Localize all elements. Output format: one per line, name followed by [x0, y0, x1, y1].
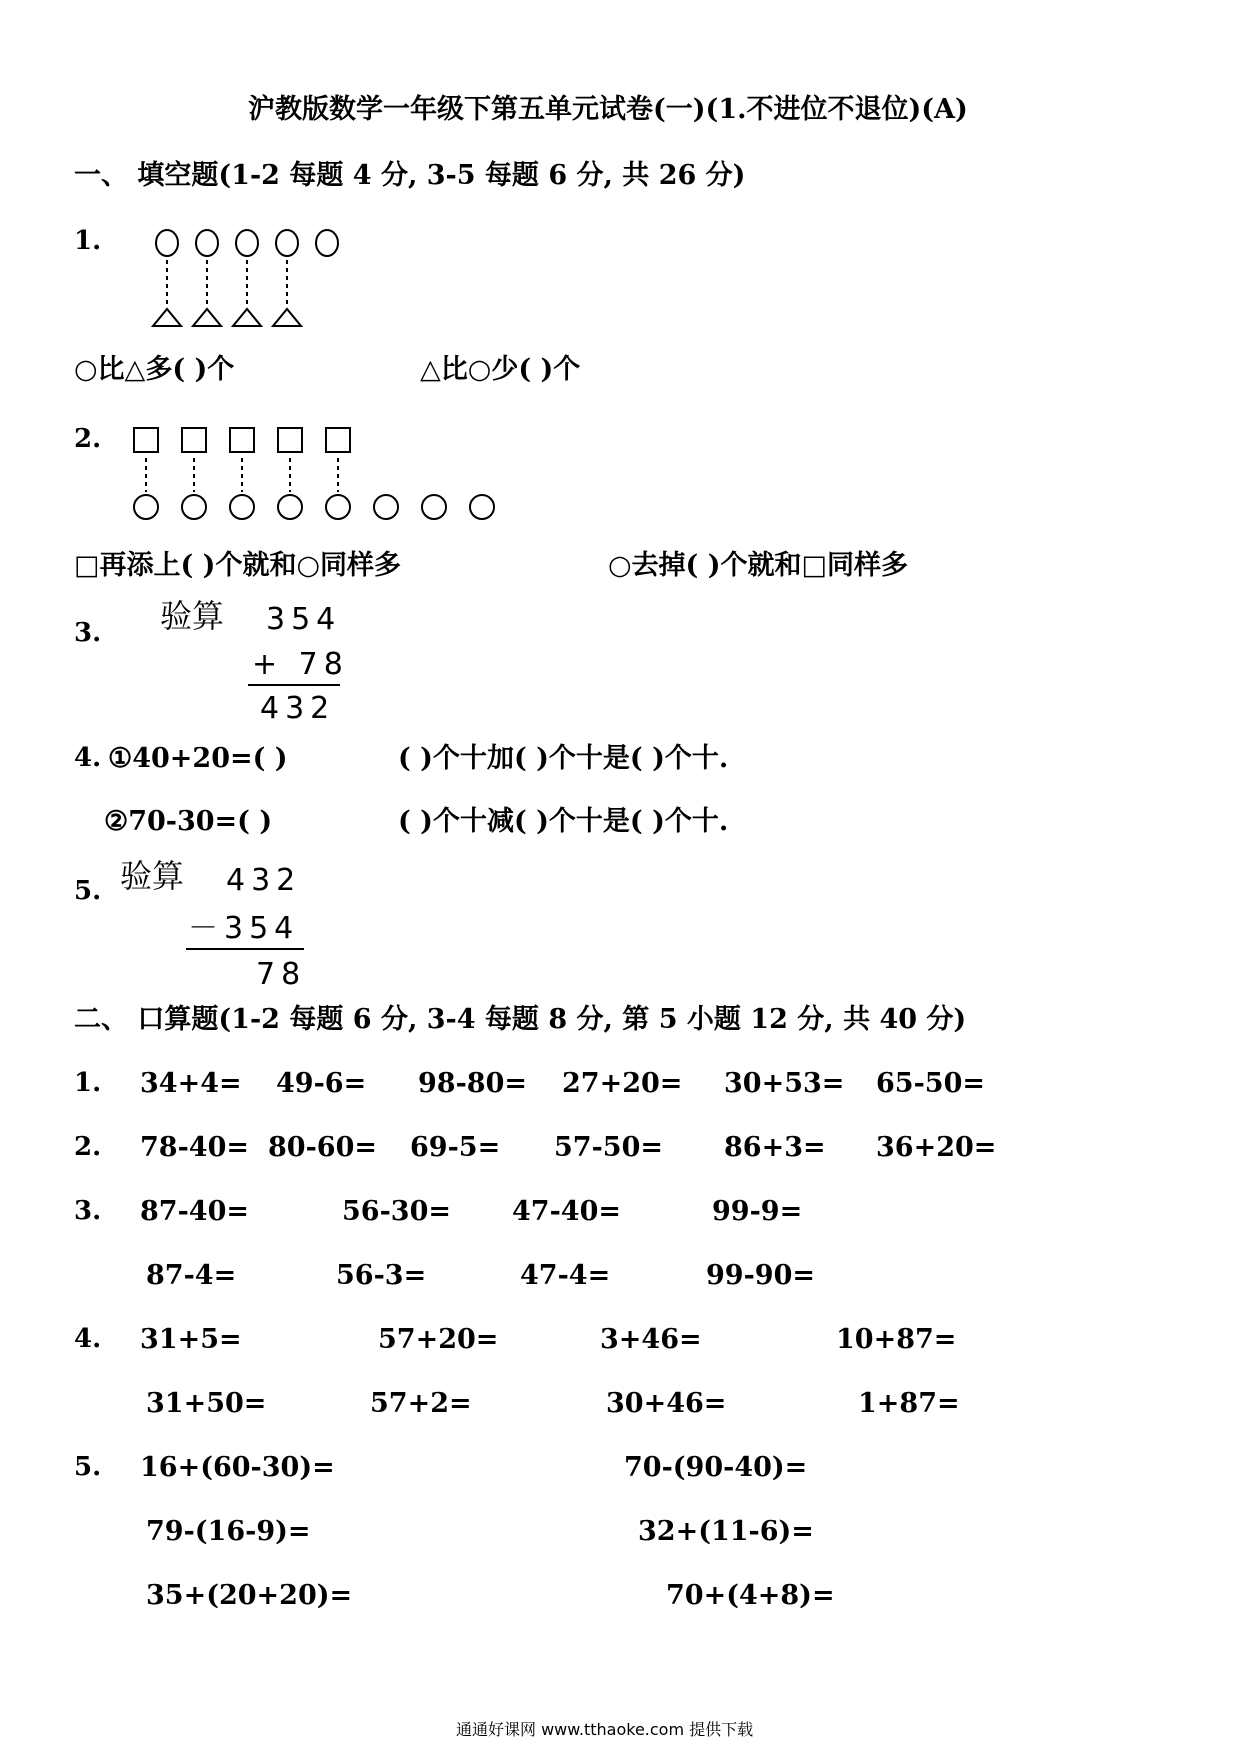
q1-text-circle-vs-triangle: ○比△多( )个 — [74, 354, 235, 385]
q2-text-square-add: □再添上( )个就和○同样多 — [74, 550, 402, 581]
oral-row-2-number: 2. — [74, 1132, 102, 1162]
oral-problem: 34+4= — [140, 1068, 242, 1099]
question-2-number: 2. — [74, 424, 102, 454]
circle-shape — [236, 230, 258, 256]
circle-shape — [182, 495, 206, 519]
q3-line-3: 432 — [260, 691, 336, 726]
q4-row-2-text: ( )个十减( )个十是( )个十. — [398, 806, 729, 837]
oral-problem: 36+20= — [876, 1132, 997, 1163]
oral-problem: 57+20= — [378, 1324, 499, 1355]
q5-difference-line — [186, 948, 304, 950]
q3-check-label: 验算 — [160, 597, 225, 635]
circle-shape — [156, 230, 178, 256]
circle-shape — [230, 495, 254, 519]
q1-shapes — [153, 230, 338, 326]
oral-problem: 27+20= — [562, 1068, 683, 1099]
q3-line-1: 354 — [266, 602, 342, 637]
q5-check-label: 验算 — [120, 857, 185, 895]
oral-row-4-number: 4. — [74, 1324, 102, 1354]
oral-row-1-number: 1. — [74, 1068, 102, 1098]
section-1-header: 一、 填空题(1-2 每题 4 分, 3-5 每题 6 分, 共 26 分) — [74, 160, 746, 191]
square-shape — [134, 428, 158, 452]
oral-problem: 70-(90-40)= — [624, 1452, 808, 1483]
oral-problem: 79-(16-9)= — [146, 1516, 311, 1547]
oral-problem: 47-40= — [512, 1196, 621, 1227]
triangle-shape — [233, 309, 261, 326]
oral-problem: 10+87= — [836, 1324, 957, 1355]
oral-problem: 35+(20+20)= — [146, 1580, 353, 1611]
q4-row-1-expression: ①40+20=( ) — [108, 743, 288, 774]
circle-shape — [196, 230, 218, 256]
circle-shape — [326, 495, 350, 519]
triangle-shape — [273, 309, 301, 326]
question-1-number: 1. — [74, 226, 102, 256]
oral-problem: 57+2= — [370, 1388, 472, 1419]
oral-problem: 56-3= — [336, 1260, 427, 1291]
q4-row-1-text: ( )个十加( )个十是( )个十. — [398, 743, 729, 774]
oral-problem: 31+5= — [140, 1324, 242, 1355]
oral-problem: 99-90= — [706, 1260, 815, 1291]
q4-row-2-expression: ②70-30=( ) — [104, 806, 273, 837]
oral-problem: 87-4= — [146, 1260, 237, 1291]
square-shape — [326, 428, 350, 452]
question-4-number: 4. — [74, 743, 102, 773]
q5-line-1: 432 — [226, 863, 302, 898]
square-shape — [278, 428, 302, 452]
square-shape — [230, 428, 254, 452]
circle-shape — [422, 495, 446, 519]
triangle-shape — [193, 309, 221, 326]
question-3-number: 3. — [74, 618, 102, 648]
oral-problem: 69-5= — [410, 1132, 501, 1163]
oral-problem: 16+(60-30)= — [140, 1452, 335, 1483]
oral-row-5-number: 5. — [74, 1452, 102, 1482]
oral-problem: 80-60= — [268, 1132, 377, 1163]
triangle-shape — [153, 309, 181, 326]
oral-problem: 1+87= — [858, 1388, 960, 1419]
oral-row-3-number: 3. — [74, 1196, 102, 1226]
circle-shape — [470, 495, 494, 519]
q1-text-triangle-vs-circle: △比○少( )个 — [420, 354, 581, 385]
page-title: 沪教版数学一年级下第五单元试卷(一)(1.不进位不退位)(A) — [248, 94, 968, 125]
oral-problem: 86+3= — [724, 1132, 826, 1163]
oral-problem: 30+46= — [606, 1388, 727, 1419]
q5-line-2: －354 — [188, 911, 300, 946]
q2-shapes — [134, 428, 494, 519]
oral-problem: 56-30= — [342, 1196, 451, 1227]
q3-line-2: + 78 — [252, 647, 349, 682]
circle-shape — [278, 495, 302, 519]
oral-problem: 78-40= — [140, 1132, 249, 1163]
footer-source: 通通好课网 www.tthaoke.com 提供下载 — [456, 1720, 754, 1739]
circle-shape — [134, 495, 158, 519]
oral-problem: 31+50= — [146, 1388, 267, 1419]
oral-problem: 47-4= — [520, 1260, 611, 1291]
oral-problem: 99-9= — [712, 1196, 803, 1227]
q2-text-circle-remove: ○去掉( )个就和□同样多 — [608, 550, 909, 581]
circle-shape — [374, 495, 398, 519]
oral-problem: 70+(4+8)= — [666, 1580, 835, 1611]
oral-problem: 30+53= — [724, 1068, 845, 1099]
oral-problem: 49-6= — [276, 1068, 367, 1099]
circle-shape — [316, 230, 338, 256]
circle-shape — [276, 230, 298, 256]
section-2-header: 二、 口算题(1-2 每题 6 分, 3-4 每题 8 分, 第 5 小题 12 分, 共 40 分) — [74, 1004, 967, 1035]
square-shape — [182, 428, 206, 452]
oral-problem: 98-80= — [418, 1068, 527, 1099]
oral-problem: 32+(11-6)= — [638, 1516, 814, 1547]
q3-sum-line — [248, 684, 340, 686]
q5-line-3: 78 — [256, 957, 307, 992]
oral-problem: 65-50= — [876, 1068, 985, 1099]
oral-problem: 57-50= — [554, 1132, 663, 1163]
question-5-number: 5. — [74, 876, 102, 906]
oral-problem: 3+46= — [600, 1324, 702, 1355]
oral-problem: 87-40= — [140, 1196, 249, 1227]
